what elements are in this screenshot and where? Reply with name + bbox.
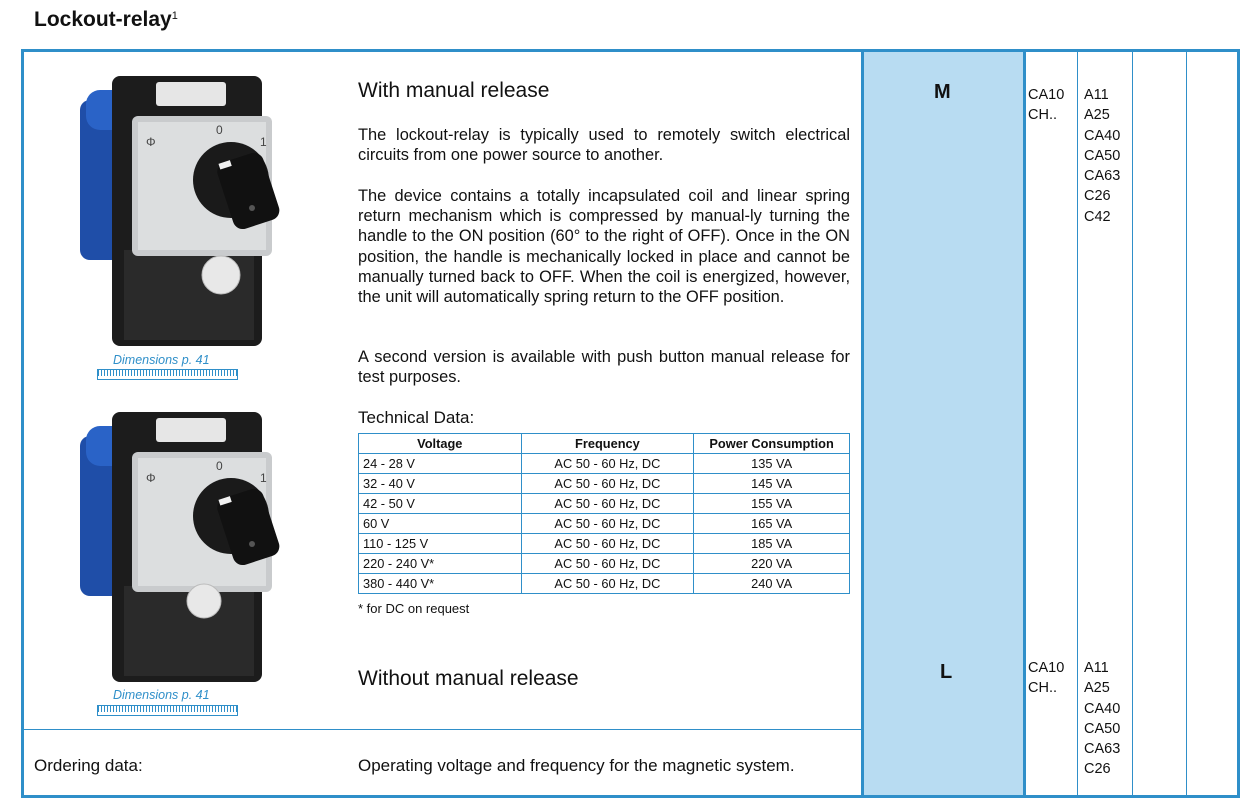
table-header: Frequency [521,434,694,454]
list-item: CH.. [1028,680,1057,697]
table-cell: AC 50 - 60 Hz, DC [521,534,694,554]
table-cell: AC 50 - 60 Hz, DC [521,554,694,574]
table-cell: 185 VA [694,534,850,554]
table-cell: 155 VA [694,494,850,514]
types-l-col2 [1084,658,1120,780]
ordering-label: Ordering data: [34,756,143,775]
table-cell: AC 50 - 60 Hz, DC [521,474,694,494]
dimensions-link[interactable]: Dimensions p. 41 [113,688,210,702]
divider [861,52,864,795]
code-m: M [934,81,951,103]
product-photo-manual-release [76,60,286,350]
switch-label: 0 [216,123,223,137]
list-item: A25 [1084,680,1110,697]
list-item: CA63 [1084,741,1121,758]
paragraph: A second version is available with push button manual release for test purposes. [358,348,850,387]
table-cell: AC 50 - 60 Hz, DC [521,574,694,594]
list-item: A25 [1084,107,1110,124]
switch-label: Φ [146,471,156,485]
technical-data-label: Technical Data: [358,408,475,427]
table-cell: 32 - 40 V [359,474,522,494]
table-cell: AC 50 - 60 Hz, DC [521,454,694,474]
table-row [359,474,850,494]
table-cell: 42 - 50 V [359,494,522,514]
types-l-col1 [1028,658,1064,699]
table-cell: 110 - 125 V [359,534,522,554]
list-item: CA10 [1028,87,1065,103]
page-title: Lockout-relay$^1$ [34,8,178,31]
switch-label: Φ [146,135,156,149]
table-cell: 135 VA [694,454,850,474]
table-footnote: * for DC on request [358,601,470,616]
list-item: CA40 [1084,700,1121,717]
code-l: L [940,661,953,683]
divider [1132,52,1133,795]
paragraph: The lockout-relay is typically used to remotely switch electrical circuits from one power source to another. [358,126,850,165]
section-heading-with-release: With manual release [358,79,550,102]
types-m-col1 [1028,85,1064,126]
table-row [359,494,850,514]
list-item: CA63 [1084,168,1121,185]
switch-label: 1 [260,471,267,485]
divider [1023,52,1026,795]
list-item: CA40 [1084,127,1121,144]
table-cell: 240 VA [694,574,850,594]
list-item: CA50 [1084,720,1121,737]
table-cell: AC 50 - 60 Hz, DC [521,514,694,534]
switch-label: 0 [216,459,223,473]
table-cell: 60 V [359,514,522,534]
table-row [359,514,850,534]
table-header: Power Consumption [694,434,850,454]
table-cell: 24 - 28 V [359,454,522,474]
dimensions-link[interactable]: Dimensions p. 41 [113,353,210,367]
types-m-col2 [1084,85,1120,227]
table-row [359,454,850,474]
switch-label: 1 [260,135,267,149]
dimensions-ruler-icon [97,705,238,716]
table-cell: 165 VA [694,514,850,534]
list-item: CH.. [1028,107,1057,124]
table-cell: AC 50 - 60 Hz, DC [521,494,694,514]
product-photo-without-release [76,396,286,686]
divider [1186,52,1187,795]
technical-data-table [358,433,850,594]
table-header: Voltage [359,434,522,454]
divider [24,729,861,730]
table-cell: 380 - 440 V* [359,574,522,594]
list-item: C26 [1084,188,1111,205]
table-cell: 220 VA [694,554,850,574]
title-footnote-mark: 1 [171,10,178,22]
table-cell: 220 - 240 V* [359,554,522,574]
table-header-row [359,434,850,454]
section-heading-without-release: Without manual release [358,667,579,690]
list-item: A11 [1084,660,1109,676]
divider [1077,52,1078,795]
list-item: A11 [1084,87,1109,103]
table-row [359,554,850,574]
dimensions-ruler-icon [97,369,238,380]
table-row [359,574,850,594]
table-row [359,534,850,554]
ordering-text: Operating voltage and frequency for the magnetic system. [358,756,795,775]
list-item: C26 [1084,761,1111,778]
list-item: CA10 [1028,660,1065,676]
paragraph: The device contains a totally incapsulated coil and linear spring return mechanism which is compressed by manual-ly turning the handle to the ON position (60° to the right of OFF). Once in the ON position, the handle is mechanically locked in place and cannot be manually turned back to OFF. When the coil is energized, however, the unit will automatically spring return to the OFF position. [358,187,850,307]
table-cell: 145 VA [694,474,850,494]
list-item: CA50 [1084,147,1121,164]
list-item: C42 [1084,208,1111,225]
